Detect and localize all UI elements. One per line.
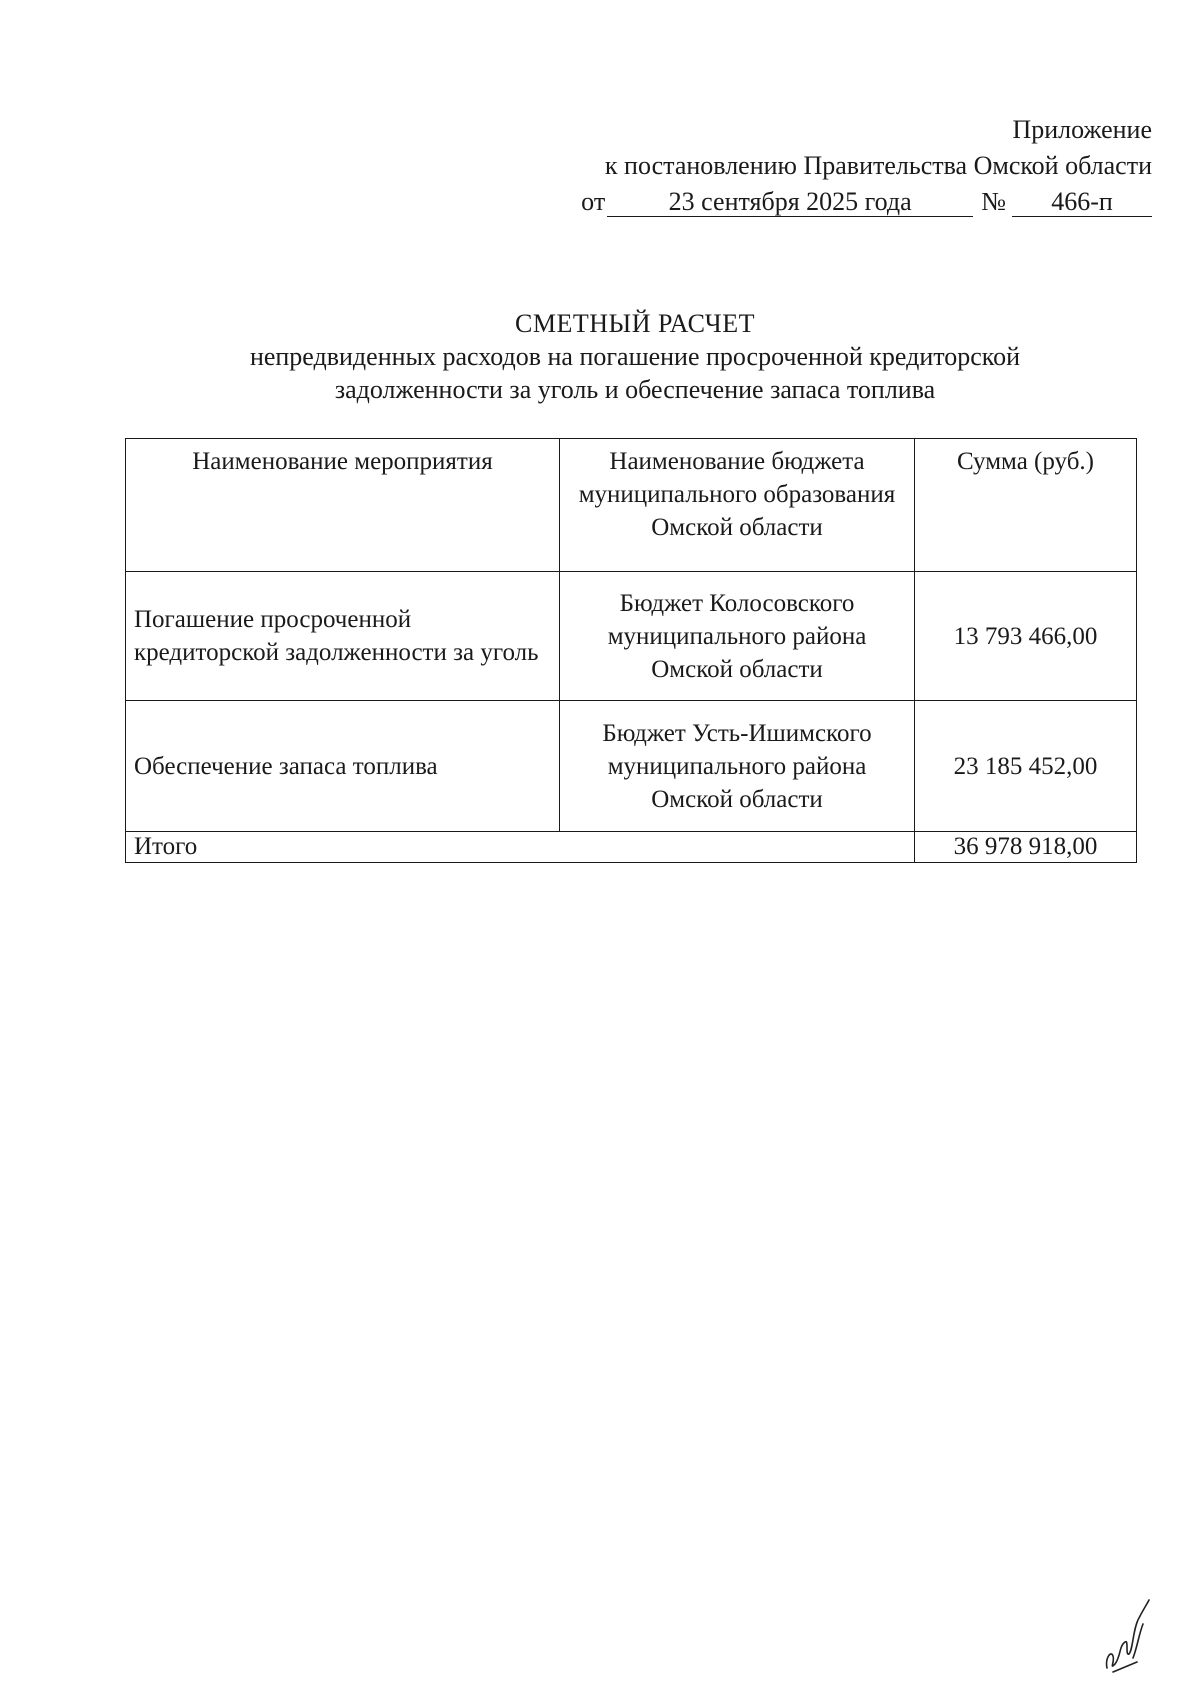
header-event: Наименование мероприятия — [126, 439, 560, 572]
annex-number: 466-п — [1012, 188, 1152, 217]
header-budget: Наименование бюджета муниципального образования Омской области — [560, 439, 915, 572]
document-subtitle-line2: задолженности за уголь и обеспечение запаса топлива — [334, 375, 936, 404]
table-row — [126, 701, 1137, 832]
document-heading — [60, 307, 1200, 406]
total-label: Итого — [126, 832, 915, 863]
row-amount: 23 185 452,00 — [915, 701, 1137, 832]
annex-from-label: от — [581, 187, 606, 216]
row-amount: 13 793 466,00 — [915, 572, 1137, 701]
annex-date-number — [581, 184, 1152, 220]
table-total-row — [126, 832, 1137, 863]
total-amount: 36 978 918,00 — [915, 832, 1137, 863]
header-amount: Сумма (руб.) — [915, 439, 1137, 572]
row-event: Обеспечение запаса топлива — [126, 701, 560, 832]
document-title: СМЕТНЫЙ РАСЧЕТ — [515, 309, 755, 338]
annex-title: Приложение — [1012, 115, 1152, 144]
annex-number-label: № — [981, 187, 1006, 216]
estimate-table — [125, 438, 1137, 863]
document-subtitle-line1: непредвиденных расходов на погашение просроченной кредиторской — [249, 342, 1021, 371]
row-budget: Бюджет Усть-Ишимского муниципального района Омской области — [560, 701, 915, 832]
annex-block — [581, 112, 1152, 220]
annex-resolution: к постановлению Правительства Омской области — [604, 151, 1152, 180]
handwritten-signature — [1103, 1598, 1151, 1676]
row-event: Погашение просроченной кредиторской задолженности за уголь — [126, 572, 560, 701]
table-row — [126, 572, 1137, 701]
table-header-row — [126, 439, 1137, 572]
row-budget: Бюджет Колосовского муниципального района Омской области — [560, 572, 915, 701]
annex-date: 23 сентября 2025 года — [607, 188, 973, 217]
